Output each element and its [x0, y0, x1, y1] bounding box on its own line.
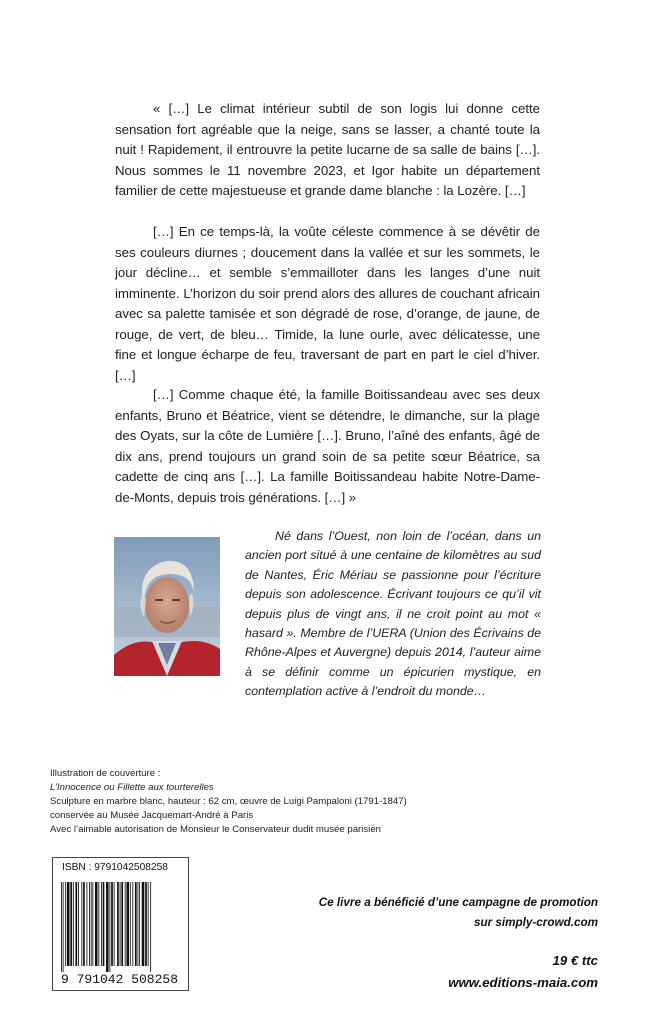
- excerpt-paragraph-3: […] Comme chaque été, la famille Boitissandeau avec ses deux enfants, Bruno et Béatrice, vient se détendre, le dimanche, sur la plage des Oyats, sur la côte de Lumière […]. Bruno, l’aîné des enfants, âgé de dix ans, prend toujours un grand soin de sa petite sœur Béatrice, sa cadette de cinq ans […]. La famille Boitissandeau habite Notre-Dame-de-Monts, depuis trois générations. […] »: [115, 387, 540, 505]
- barcode-bar: [148, 882, 149, 966]
- barcode-bar: [65, 882, 66, 966]
- barcode-bar: [150, 882, 151, 972]
- price-block: [278, 950, 598, 994]
- barcode-bar: [87, 882, 88, 966]
- barcode-bar: [132, 882, 133, 966]
- barcode-bar: [81, 882, 82, 966]
- barcode-bar: [142, 882, 145, 966]
- author-portrait-image: [114, 537, 220, 676]
- barcode: [55, 880, 184, 986]
- author-bio: Né dans l’Ouest, non loin de l’océan, dans un ancien port situé à une centaine de kilomètres au sud de Nantes, Éric Mériau se passionne pour l’écriture depuis son adolescence. Écrivant toujours ce qu’il vit depuis plus de vingt ans, il ne croit point au mot « hasard ». Membre de l’UERA (Union des Écrivains de Rhône-Alpes et Auvergne) depuis 2014, l’auteur aime à se définir comme un épicurien mystique, en contemplation active à l’endroit du monde…: [245, 529, 541, 699]
- credits-line: Illustration de couverture :: [50, 768, 161, 779]
- barcode-bar: [91, 882, 92, 966]
- credits-line: Sculpture en marbre blanc, hauteur : 62 cm, œuvre de Luigi Pampaloni (1791-1847): [50, 796, 407, 808]
- barcode-bar: [135, 882, 137, 966]
- cover-credits: [50, 767, 470, 837]
- barcode-bar: [101, 882, 102, 966]
- credits-line: Avec l’aimable autorisation de Monsieur le Conservateur dudit musée parisien: [50, 824, 381, 836]
- barcode-bar: [120, 882, 121, 966]
- barcode-bar: [138, 882, 139, 966]
- barcode-bar: [67, 882, 70, 966]
- barcode-bar: [95, 882, 98, 966]
- author-photo: [114, 537, 220, 676]
- barcode-bar: [78, 882, 79, 966]
- barcode-bar: [130, 882, 131, 966]
- barcode-bar: [63, 882, 64, 972]
- artwork-title: L’Innocence ou Fillette aux tourterelles: [50, 782, 214, 794]
- barcode-bar: [125, 882, 126, 966]
- promotion-line: Ce livre a bénéficié d’une campagne de promotion: [318, 896, 598, 909]
- barcode-bar: [89, 882, 90, 966]
- excerpt-paragraph-2: […] En ce temps-là, la voûte céleste commence à se dévêtir de ses couleurs diurnes ; doucement dans la vallée et sur les sommets, le jour décline… et semble s’emmailloter dans les langes d’une nuit imminente. L’horizon du soir prend alors des allures de couchant africain avec sa palette tamisée et son dégradé de rose, d’orange, de jaune, de rouge, de vert, de bleu… Timide, la lune ourle, avec délicatesse, une fine et longue écharpe de feu, traversant de part en part le ciel d’hiver. […]: [115, 224, 540, 383]
- barcode-bar: [111, 882, 113, 966]
- promotion-notice: [278, 893, 598, 932]
- barcode-bar: [145, 882, 147, 966]
- barcode-bar: [75, 882, 77, 966]
- barcode-bar: [139, 882, 140, 966]
- barcode-bar: [70, 882, 72, 966]
- barcode-bar: [98, 882, 99, 966]
- barcode-bar: [126, 882, 129, 966]
- barcode-digits: 9 791042 508258: [60, 972, 179, 986]
- barcode-bar: [114, 882, 115, 966]
- barcode-bar: [83, 882, 85, 966]
- barcode-bar: [73, 882, 74, 966]
- publisher-website: www.editions-maia.com: [448, 975, 598, 990]
- barcode-bar: [121, 882, 123, 966]
- excerpt-paragraph-1: « […] Le climat intérieur subtil de son logis lui donne cette sensation fort agréable que la neige, sans se lasser, a chanté toute la nuit ! Rapidement, il entrouvre la petite lucarne de sa salle de bains […]. Nous sommes le 11 novembre 2023, et Igor habite un département familier de cette majestueuse et grande dame blanche : la Lozère. […]: [115, 101, 540, 198]
- promotion-url: sur simply-crowd.com: [473, 915, 598, 929]
- barcode-bar: [109, 882, 110, 972]
- barcode-bar: [92, 882, 93, 966]
- isbn-label: ISBN : 9791042508258: [62, 862, 168, 873]
- barcode-bar: [61, 882, 62, 972]
- barcode-bar: [103, 882, 105, 966]
- credits-line: conservée au Musée Jacquemart-André à Paris: [50, 810, 254, 822]
- barcode-bar: [106, 882, 109, 972]
- barcode-bar: [117, 882, 119, 966]
- price: 19 € ttc: [552, 953, 598, 968]
